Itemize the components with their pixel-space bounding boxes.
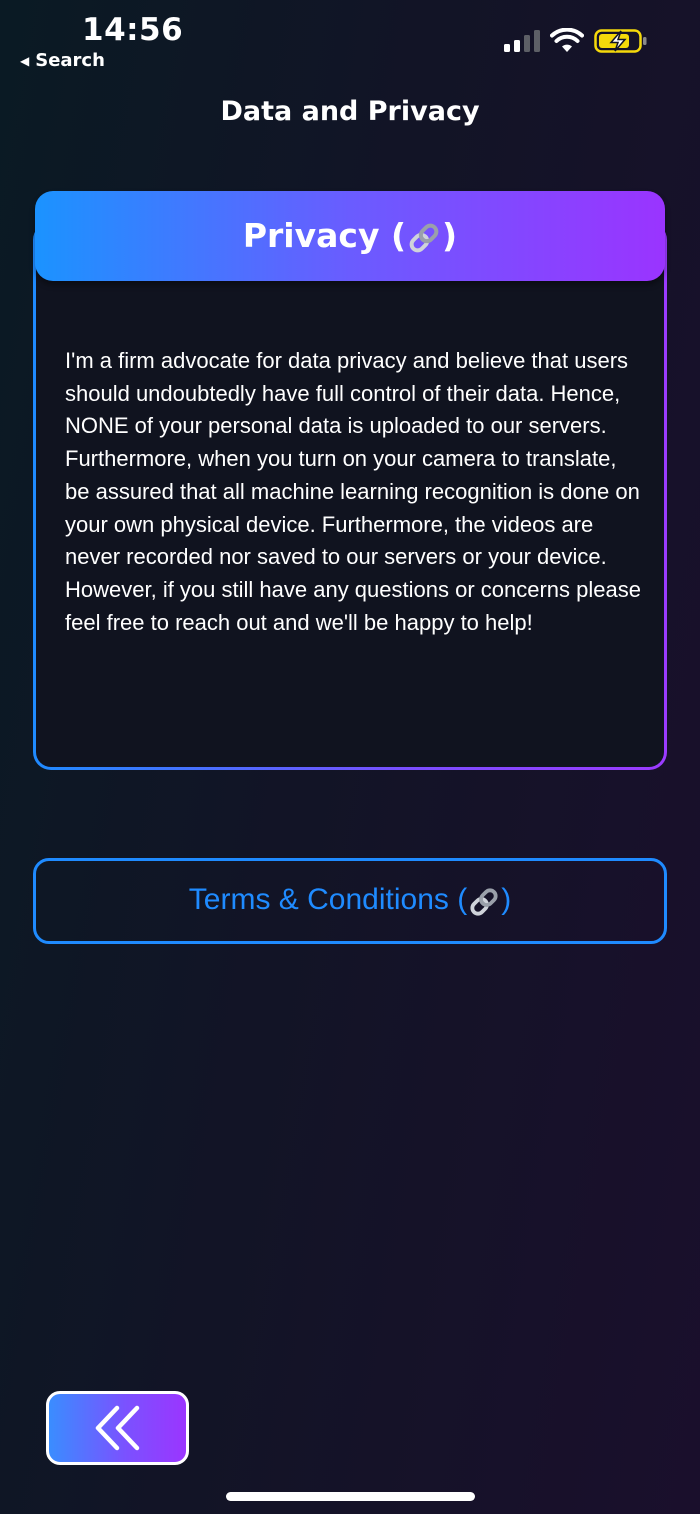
page-title: Data and Privacy: [220, 96, 480, 127]
back-to-search-link[interactable]: [20, 50, 105, 71]
status-time: 14:56: [82, 12, 184, 48]
privacy-header-prefix: Privacy (: [242, 216, 407, 256]
battery-charging-icon: [594, 29, 648, 53]
cellular-signal-icon: [504, 30, 540, 52]
terms-label-suffix: ): [501, 883, 512, 917]
privacy-statement: I'm a firm advocate for data privacy and believe that users should undoubtedly have full control of their data. Hence, NONE of your personal data is uploaded to our servers. Furthermore, when you turn on your camera to translate, be assured that all machine learning recognition is done on your own physical device. Furthermore, the videos are never recorded nor saved to our servers or your device. However, if you still have any questions or concerns please feel free to reach out and we'll be happy to help!: [65, 348, 641, 635]
back-to-search-label: Search: [35, 50, 105, 71]
back-triangle-icon: ◀: [20, 53, 30, 68]
link-icon: [406, 220, 442, 256]
terms-button-label: [189, 883, 511, 918]
terms-and-conditions-button[interactable]: [33, 858, 667, 944]
back-button[interactable]: [46, 1391, 189, 1465]
home-indicator[interactable]: [226, 1492, 475, 1501]
link-icon: [467, 885, 501, 919]
privacy-header-label: [243, 216, 457, 256]
status-bar: [0, 0, 700, 80]
terms-label-prefix: Terms & Conditions (: [188, 883, 468, 917]
privacy-link-header[interactable]: [35, 191, 665, 281]
privacy-header-suffix: ): [442, 216, 458, 256]
double-chevron-left-icon: [93, 1405, 143, 1451]
wifi-icon: [550, 28, 584, 54]
